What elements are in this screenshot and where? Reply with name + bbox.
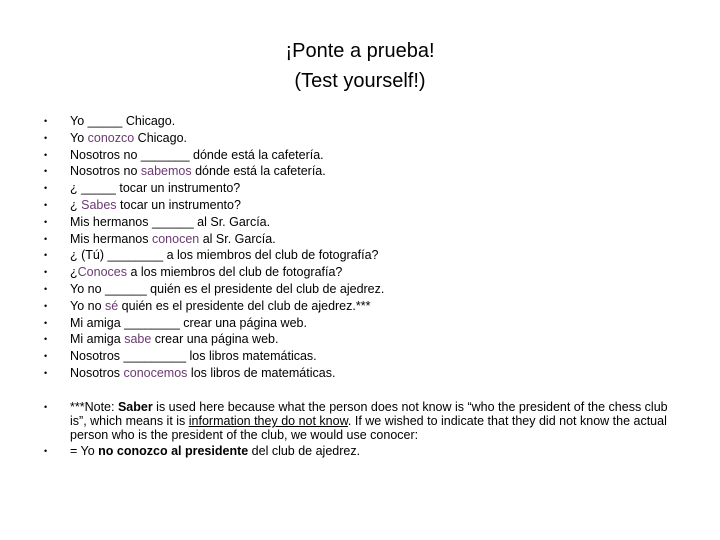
slide-title bbox=[0, 36, 720, 96]
answer-word: sabemos bbox=[140, 164, 192, 179]
bullet-icon: • bbox=[44, 199, 48, 210]
bullet-icon: • bbox=[44, 149, 48, 160]
notes-list bbox=[0, 400, 720, 458]
list-item: • Mis hermanos ______ al Sr. García. bbox=[44, 214, 271, 229]
bullet-icon: • bbox=[44, 402, 48, 412]
list-item: • Mis hermanos conocen al Sr. García. bbox=[44, 231, 276, 246]
note-underlined-text: information they do not know bbox=[188, 414, 348, 428]
bullet-icon: • bbox=[44, 367, 48, 378]
bullet-icon: • bbox=[44, 351, 48, 362]
bullet-icon: • bbox=[44, 183, 48, 194]
list-item: • Nosotros _________ los libros matemáticas. bbox=[44, 349, 317, 364]
answer-word: conocemos bbox=[123, 365, 188, 380]
note-keyword: Saber bbox=[117, 400, 153, 414]
answer-word: sabe bbox=[124, 332, 152, 347]
bullet-icon: • bbox=[44, 250, 48, 261]
bullet-icon: • bbox=[44, 283, 48, 294]
list-item: • ¿ _____ tocar un instrumento? bbox=[44, 181, 241, 196]
list-item: • Mi amiga sabe crear una página web. bbox=[44, 332, 279, 347]
answer-word: conocen bbox=[151, 231, 200, 246]
list-item: • Yo _____ Chicago. bbox=[44, 114, 176, 128]
bullet-icon: • bbox=[44, 166, 48, 177]
list-item: • ¿Conoces a los miembros del club de fotografía? bbox=[44, 265, 343, 280]
title-line-1: ¡Ponte a prueba! bbox=[285, 40, 435, 62]
answer-word: Conoces bbox=[77, 265, 127, 280]
example-bold-text: no conozco al presidente bbox=[98, 444, 249, 458]
bullet-icon: • bbox=[44, 300, 48, 311]
bullet-icon: • bbox=[44, 267, 48, 278]
bullet-icon: • bbox=[44, 233, 48, 244]
list-item: • Yo no ______ quién es el presidente del club de ajedrez. bbox=[44, 281, 385, 296]
list-item: • Yo no sé quién es el presidente del club de ajedrez.*** bbox=[44, 298, 371, 313]
list-item: • Yo conozco Chicago. bbox=[44, 130, 187, 145]
bullet-icon: • bbox=[44, 334, 48, 345]
list-item: • Mi amiga ________ crear una página web. bbox=[44, 315, 307, 330]
bullet-icon: • bbox=[44, 317, 48, 328]
answer-word: conozco bbox=[87, 130, 135, 145]
list-item: • Nosotros no _______ dónde está la cafetería. bbox=[44, 147, 324, 162]
list-item: • Nosotros conocemos los libros de matemáticas. bbox=[44, 365, 336, 380]
list-item: • ¿ Sabes tocar un instrumento? bbox=[44, 197, 241, 212]
bullet-icon: • bbox=[44, 216, 48, 227]
list-item: • ¿ (Tú) ________ a los miembros del club de fotografía? bbox=[44, 248, 379, 263]
bullet-icon: • bbox=[44, 132, 48, 143]
exercise-list bbox=[0, 113, 720, 382]
example-item: • = Yo no conozco al presidente del club de ajedrez. bbox=[44, 444, 361, 458]
title-line-2: (Test yourself!) bbox=[294, 70, 426, 92]
answer-word: sé bbox=[105, 298, 119, 313]
list-item: • Nosotros no sabemos dónde está la cafetería. bbox=[44, 164, 326, 179]
bullet-icon: • bbox=[44, 116, 48, 126]
bullet-icon: • bbox=[44, 446, 48, 456]
note-item: • ***Note: Saber is used here because what the person does not know is “who the president of the chess club is”, which means it is information they do not know. If we wished to indicate that they did not know the actual person who is the president of the club, we would use conocer: bbox=[44, 400, 668, 442]
answer-word: Sabes bbox=[81, 197, 117, 212]
